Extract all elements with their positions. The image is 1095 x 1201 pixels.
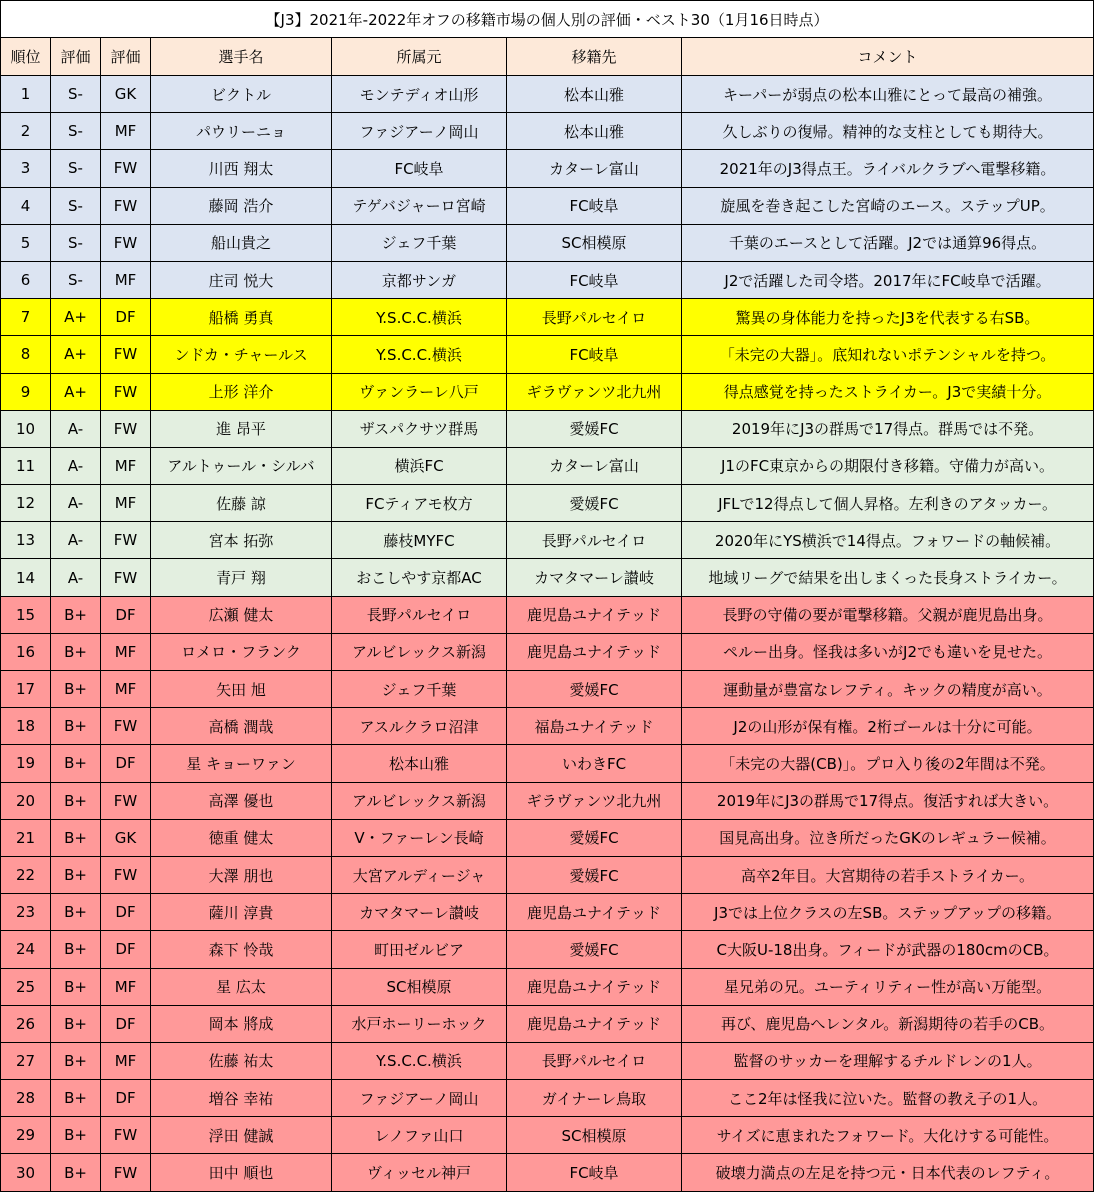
cell-comment: J2で活躍した司令塔。2017年にFC岐阜で活躍。	[682, 261, 1094, 298]
title-row	[1, 1, 1094, 38]
cell-position: FW	[101, 708, 151, 745]
cell-from-club: 松本山雅	[332, 745, 507, 782]
cell-player-name: 高澤 優也	[151, 782, 332, 819]
cell-position: DF	[101, 1005, 151, 1042]
table-row	[1, 1042, 1094, 1079]
cell-grade: B+	[51, 1042, 101, 1079]
cell-rank: 14	[1, 559, 51, 596]
table-row	[1, 410, 1094, 447]
cell-to-club: 愛媛FC	[507, 931, 682, 968]
cell-player-name: 船山貴之	[151, 224, 332, 261]
table-row	[1, 1005, 1094, 1042]
cell-rank: 2	[1, 113, 51, 150]
cell-grade: A-	[51, 410, 101, 447]
cell-player-name: 広瀬 健太	[151, 596, 332, 633]
cell-grade: B+	[51, 745, 101, 782]
cell-player-name: 薩川 淳貴	[151, 894, 332, 931]
header-comment: コメント	[682, 38, 1094, 76]
cell-rank: 13	[1, 522, 51, 559]
cell-comment: サイズに恵まれたフォワード。大化けする可能性。	[682, 1117, 1094, 1154]
cell-rank: 30	[1, 1154, 51, 1191]
cell-comment: 驚異の身体能力を持ったJ3を代表する右SB。	[682, 299, 1094, 336]
cell-player-name: 田中 順也	[151, 1154, 332, 1191]
cell-comment: 「未完の大器」。底知れないポテンシャルを持つ。	[682, 336, 1094, 373]
cell-to-club: カターレ富山	[507, 150, 682, 187]
cell-grade: S-	[51, 261, 101, 298]
cell-player-name: アルトゥール・シルバ	[151, 447, 332, 484]
cell-rank: 21	[1, 819, 51, 856]
cell-rank: 12	[1, 485, 51, 522]
table-row	[1, 1080, 1094, 1117]
cell-player-name: 佐藤 祐太	[151, 1042, 332, 1079]
cell-comment: 再び、鹿児島へレンタル。新潟期待の若手のCB。	[682, 1005, 1094, 1042]
cell-grade: B+	[51, 708, 101, 745]
cell-position: FW	[101, 1117, 151, 1154]
cell-to-club: 愛媛FC	[507, 485, 682, 522]
cell-rank: 1	[1, 76, 51, 113]
cell-to-club: 鹿児島ユナイテッド	[507, 1005, 682, 1042]
cell-rank: 28	[1, 1080, 51, 1117]
cell-position: DF	[101, 745, 151, 782]
cell-position: GK	[101, 76, 151, 113]
cell-to-club: 松本山雅	[507, 76, 682, 113]
cell-comment: 2021年のJ3得点王。ライバルクラブへ電撃移籍。	[682, 150, 1094, 187]
header-from-club: 所属元	[332, 38, 507, 76]
cell-from-club: モンテディオ山形	[332, 76, 507, 113]
table-row	[1, 856, 1094, 893]
cell-to-club: 長野パルセイロ	[507, 299, 682, 336]
cell-position: MF	[101, 447, 151, 484]
table-row	[1, 671, 1094, 708]
cell-comment: 長野の守備の要が電撃移籍。父親が鹿児島出身。	[682, 596, 1094, 633]
cell-rank: 26	[1, 1005, 51, 1042]
cell-from-club: Y.S.C.C.横浜	[332, 336, 507, 373]
cell-to-club: 鹿児島ユナイテッド	[507, 633, 682, 670]
cell-to-club: 愛媛FC	[507, 856, 682, 893]
cell-from-club: Y.S.C.C.横浜	[332, 299, 507, 336]
table-row	[1, 931, 1094, 968]
cell-grade: B+	[51, 856, 101, 893]
cell-comment: 久しぶりの復帰。精神的な支柱としても期待大。	[682, 113, 1094, 150]
cell-from-club: ジェフ千葉	[332, 224, 507, 261]
table-row	[1, 113, 1094, 150]
cell-rank: 11	[1, 447, 51, 484]
cell-from-club: 横浜FC	[332, 447, 507, 484]
cell-to-club: 長野パルセイロ	[507, 522, 682, 559]
cell-grade: B+	[51, 596, 101, 633]
cell-rank: 25	[1, 968, 51, 1005]
cell-rank: 17	[1, 671, 51, 708]
cell-to-club: 鹿児島ユナイテッド	[507, 596, 682, 633]
cell-comment: JFLで12得点して個人昇格。左利きのアタッカー。	[682, 485, 1094, 522]
cell-to-club: ギラヴァンツ北九州	[507, 782, 682, 819]
table-row	[1, 1154, 1094, 1191]
cell-from-club: テゲバジャーロ宮崎	[332, 187, 507, 224]
cell-from-club: Y.S.C.C.横浜	[332, 1042, 507, 1079]
cell-from-club: ファジアーノ岡山	[332, 113, 507, 150]
cell-grade: B+	[51, 1080, 101, 1117]
cell-to-club: ギラヴァンツ北九州	[507, 373, 682, 410]
cell-comment: 運動量が豊富なレフティ。キックの精度が高い。	[682, 671, 1094, 708]
cell-comment: ここ2年は怪我に泣いた。監督の教え子の1人。	[682, 1080, 1094, 1117]
cell-from-club: 京都サンガ	[332, 261, 507, 298]
cell-rank: 6	[1, 261, 51, 298]
table-row	[1, 522, 1094, 559]
cell-from-club: カマタマーレ讃岐	[332, 894, 507, 931]
cell-to-club: ガイナーレ鳥取	[507, 1080, 682, 1117]
cell-comment: 2019年にJ3の群馬で17得点。群馬では不発。	[682, 410, 1094, 447]
cell-from-club: ジェフ千葉	[332, 671, 507, 708]
cell-position: MF	[101, 671, 151, 708]
cell-comment: ペルー出身。怪我は多いがJ2でも違いを見せた。	[682, 633, 1094, 670]
table-row	[1, 336, 1094, 373]
cell-from-club: アルビレックス新潟	[332, 782, 507, 819]
cell-comment: J3では上位クラスの左SB。ステップアップの移籍。	[682, 894, 1094, 931]
cell-grade: B+	[51, 782, 101, 819]
cell-player-name: 青戸 翔	[151, 559, 332, 596]
cell-grade: B+	[51, 633, 101, 670]
table-row	[1, 261, 1094, 298]
header-grade: 評価	[51, 38, 101, 76]
cell-from-club: アスルクラロ沼津	[332, 708, 507, 745]
cell-player-name: 川西 翔太	[151, 150, 332, 187]
cell-player-name: 森下 怜哉	[151, 931, 332, 968]
cell-player-name: 上形 洋介	[151, 373, 332, 410]
cell-grade: B+	[51, 1117, 101, 1154]
table-row	[1, 894, 1094, 931]
cell-comment: 2020年にYS横浜で14得点。フォワードの軸候補。	[682, 522, 1094, 559]
cell-grade: A+	[51, 299, 101, 336]
cell-position: MF	[101, 261, 151, 298]
table-row	[1, 596, 1094, 633]
cell-comment: 得点感覚を持ったストライカー。J3で実績十分。	[682, 373, 1094, 410]
cell-to-club: 愛媛FC	[507, 671, 682, 708]
cell-player-name: 増谷 幸祐	[151, 1080, 332, 1117]
cell-comment: 「未完の大器(CB)」。プロ入り後の2年間は不発。	[682, 745, 1094, 782]
cell-comment: 国見高出身。泣き所だったGKのレギュラー候補。	[682, 819, 1094, 856]
cell-grade: S-	[51, 224, 101, 261]
cell-grade: B+	[51, 894, 101, 931]
table-row	[1, 708, 1094, 745]
cell-position: FW	[101, 150, 151, 187]
cell-from-club: アルビレックス新潟	[332, 633, 507, 670]
header-position: 評価	[101, 38, 151, 76]
cell-grade: A-	[51, 522, 101, 559]
cell-rank: 5	[1, 224, 51, 261]
cell-player-name: 大澤 朋也	[151, 856, 332, 893]
cell-position: FW	[101, 373, 151, 410]
cell-to-club: 鹿児島ユナイテッド	[507, 968, 682, 1005]
table-row	[1, 150, 1094, 187]
cell-grade: B+	[51, 968, 101, 1005]
cell-to-club: 愛媛FC	[507, 410, 682, 447]
cell-player-name: 宮本 拓弥	[151, 522, 332, 559]
cell-position: FW	[101, 410, 151, 447]
cell-comment: C大阪U-18出身。フィードが武器の180cmのCB。	[682, 931, 1094, 968]
cell-to-club: 鹿児島ユナイテッド	[507, 894, 682, 931]
cell-grade: S-	[51, 76, 101, 113]
cell-position: GK	[101, 819, 151, 856]
cell-rank: 3	[1, 150, 51, 187]
cell-grade: B+	[51, 1005, 101, 1042]
header-player-name: 選手名	[151, 38, 332, 76]
cell-from-club: ヴァンラーレ八戸	[332, 373, 507, 410]
header-to-club: 移籍先	[507, 38, 682, 76]
cell-comment: 2019年にJ3の群馬で17得点。復活すれば大きい。	[682, 782, 1094, 819]
cell-player-name: 徳重 健太	[151, 819, 332, 856]
cell-rank: 7	[1, 299, 51, 336]
cell-comment: 旋風を巻き起こした宮崎のエース。ステップUP。	[682, 187, 1094, 224]
cell-rank: 10	[1, 410, 51, 447]
cell-grade: S-	[51, 150, 101, 187]
table-row	[1, 559, 1094, 596]
cell-position: FW	[101, 559, 151, 596]
table-row	[1, 299, 1094, 336]
cell-position: DF	[101, 894, 151, 931]
cell-comment: 地域リーグで結果を出しまくった長身ストライカー。	[682, 559, 1094, 596]
cell-rank: 15	[1, 596, 51, 633]
cell-rank: 16	[1, 633, 51, 670]
cell-player-name: 藤岡 浩介	[151, 187, 332, 224]
cell-rank: 24	[1, 931, 51, 968]
cell-to-club: 愛媛FC	[507, 819, 682, 856]
table-row	[1, 1117, 1094, 1154]
cell-from-club: SC相模原	[332, 968, 507, 1005]
cell-rank: 23	[1, 894, 51, 931]
cell-comment: 監督のサッカーを理解するチルドレンの1人。	[682, 1042, 1094, 1079]
cell-from-club: ファジアーノ岡山	[332, 1080, 507, 1117]
cell-position: MF	[101, 1042, 151, 1079]
table-row	[1, 782, 1094, 819]
cell-grade: S-	[51, 187, 101, 224]
table-row	[1, 76, 1094, 113]
cell-player-name: 星 広太	[151, 968, 332, 1005]
cell-player-name: パウリーニョ	[151, 113, 332, 150]
cell-to-club: カマタマーレ讃岐	[507, 559, 682, 596]
cell-rank: 8	[1, 336, 51, 373]
cell-grade: B+	[51, 819, 101, 856]
cell-position: FW	[101, 856, 151, 893]
cell-from-club: FC岐阜	[332, 150, 507, 187]
cell-position: DF	[101, 931, 151, 968]
cell-grade: A-	[51, 447, 101, 484]
cell-position: MF	[101, 485, 151, 522]
cell-from-club: 町田ゼルビア	[332, 931, 507, 968]
cell-player-name: ンドカ・チャールス	[151, 336, 332, 373]
cell-position: DF	[101, 299, 151, 336]
cell-from-club: おこしやす京都AC	[332, 559, 507, 596]
cell-grade: A+	[51, 373, 101, 410]
cell-grade: B+	[51, 931, 101, 968]
cell-position: DF	[101, 1080, 151, 1117]
cell-comment: J2の山形が保有権。2桁ゴールは十分に可能。	[682, 708, 1094, 745]
cell-player-name: 庄司 悦大	[151, 261, 332, 298]
cell-from-club: ザスパクサツ群馬	[332, 410, 507, 447]
cell-rank: 27	[1, 1042, 51, 1079]
cell-grade: A+	[51, 336, 101, 373]
cell-from-club: 長野パルセイロ	[332, 596, 507, 633]
cell-player-name: ロメロ・フランク	[151, 633, 332, 670]
cell-to-club: 長野パルセイロ	[507, 1042, 682, 1079]
cell-player-name: 星 キョーワァン	[151, 745, 332, 782]
cell-position: FW	[101, 336, 151, 373]
header-rank: 順位	[1, 38, 51, 76]
cell-from-club: 藤枝MYFC	[332, 522, 507, 559]
cell-player-name: 矢田 旭	[151, 671, 332, 708]
cell-rank: 9	[1, 373, 51, 410]
cell-from-club: V・ファーレン長崎	[332, 819, 507, 856]
cell-grade: A-	[51, 485, 101, 522]
cell-player-name: 佐藤 諒	[151, 485, 332, 522]
cell-player-name: 浮田 健誠	[151, 1117, 332, 1154]
cell-to-club: いわきFC	[507, 745, 682, 782]
cell-from-club: 水戸ホーリーホック	[332, 1005, 507, 1042]
cell-grade: S-	[51, 113, 101, 150]
cell-to-club: FC岐阜	[507, 336, 682, 373]
table-row	[1, 485, 1094, 522]
cell-comment: 星兄弟の兄。ユーティリティー性が高い万能型。	[682, 968, 1094, 1005]
cell-rank: 29	[1, 1117, 51, 1154]
table-row	[1, 819, 1094, 856]
page-title: 【J3】2021年-2022年オフの移籍市場の個人別の評価・ベスト30（1月16日時点）	[1, 1, 1094, 38]
cell-to-club: FC岐阜	[507, 261, 682, 298]
table-row	[1, 633, 1094, 670]
header-row	[1, 38, 1094, 76]
cell-to-club: SC相模原	[507, 224, 682, 261]
table-row	[1, 373, 1094, 410]
cell-comment: J1のFC東京からの期限付き移籍。守備力が高い。	[682, 447, 1094, 484]
cell-rank: 4	[1, 187, 51, 224]
cell-rank: 19	[1, 745, 51, 782]
table-row	[1, 447, 1094, 484]
cell-position: MF	[101, 113, 151, 150]
cell-from-club: 大宮アルディージャ	[332, 856, 507, 893]
cell-comment: 千葉のエースとして活躍。J2では通算96得点。	[682, 224, 1094, 261]
cell-grade: A-	[51, 559, 101, 596]
cell-to-club: カターレ富山	[507, 447, 682, 484]
cell-to-club: 福島ユナイテッド	[507, 708, 682, 745]
cell-position: MF	[101, 968, 151, 1005]
cell-rank: 20	[1, 782, 51, 819]
cell-from-club: ヴィッセル神戸	[332, 1154, 507, 1191]
cell-to-club: FC岐阜	[507, 1154, 682, 1191]
cell-player-name: 進 昂平	[151, 410, 332, 447]
cell-from-club: FCティアモ枚方	[332, 485, 507, 522]
cell-rank: 18	[1, 708, 51, 745]
cell-comment: 高卒2年目。大宮期待の若手ストライカー。	[682, 856, 1094, 893]
cell-position: FW	[101, 224, 151, 261]
table-row	[1, 224, 1094, 261]
cell-from-club: レノファ山口	[332, 1117, 507, 1154]
cell-position: FW	[101, 1154, 151, 1191]
table-row	[1, 187, 1094, 224]
cell-grade: B+	[51, 671, 101, 708]
table-row	[1, 745, 1094, 782]
cell-to-club: SC相模原	[507, 1117, 682, 1154]
cell-rank: 22	[1, 856, 51, 893]
cell-player-name: ビクトル	[151, 76, 332, 113]
cell-position: FW	[101, 187, 151, 224]
cell-comment: 破壊力満点の左足を持つ元・日本代表のレフティ。	[682, 1154, 1094, 1191]
cell-position: FW	[101, 782, 151, 819]
cell-grade: B+	[51, 1154, 101, 1191]
cell-position: FW	[101, 522, 151, 559]
cell-player-name: 高橋 潤哉	[151, 708, 332, 745]
cell-position: DF	[101, 596, 151, 633]
cell-to-club: FC岐阜	[507, 187, 682, 224]
cell-comment: キーパーが弱点の松本山雅にとって最高の補強。	[682, 76, 1094, 113]
cell-position: MF	[101, 633, 151, 670]
table-row	[1, 968, 1094, 1005]
cell-to-club: 松本山雅	[507, 113, 682, 150]
cell-player-name: 船橋 勇真	[151, 299, 332, 336]
cell-player-name: 岡本 將成	[151, 1005, 332, 1042]
